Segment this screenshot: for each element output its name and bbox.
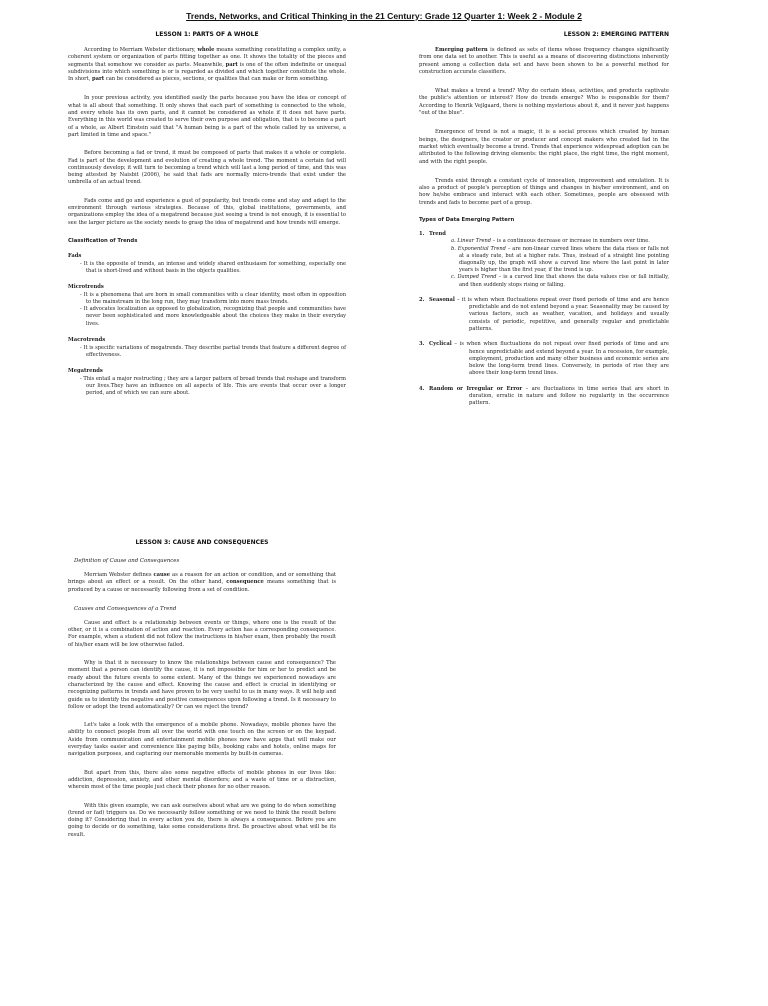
classification-heading: Classification of Trends bbox=[68, 237, 138, 244]
lesson-2-paragraph-4: Trends exist through a constant cycle of innovation, improvement and emulation. It is also a product of people's perception of things and changes in his/her environment, and on how he/she embrace and interact with each other. Sometimes, people are obsessed with trends and fads to become part of a group. bbox=[419, 177, 669, 206]
lesson-2-column bbox=[419, 31, 669, 408]
macrotrends-definition: - It is specific variations of megatrends. They describe partial trends that feature a different degree of effectiveness. bbox=[80, 344, 346, 358]
pattern-type-number: 1. bbox=[419, 231, 425, 238]
term-consequence: consequence bbox=[226, 579, 264, 586]
lesson-3-paragraph-1: Merriam Webster defines cause as a reason for an action or condition, and or something that brings about an effect or a result. On the other hand, consequence means something that is produced by a cause or necessarily following from a set of condition. bbox=[68, 572, 336, 593]
causes-consequences-heading: Causes and Consequences of a Trend bbox=[74, 605, 177, 612]
definition-heading: Definition of Cause and Consequences bbox=[74, 558, 180, 564]
microtrends-label: Microtrends bbox=[68, 284, 104, 291]
fads-definition: - It is the opposite of trends, an intense and widely shared enthusiasm for something, especially one that is short-lived and without basis in the objects qualities. bbox=[80, 260, 346, 275]
lesson-3-paragraph-5: But apart from this, there also some negative effects of mobile phones in our lives like: addiction, depression, anxiety, and other mental disorders; and a waste of time or a distraction, wherein most of the time people just check their phones for no other reason. bbox=[68, 769, 336, 791]
lesson-3-heading: LESSON 3: CAUSE AND CONSEQUENCES bbox=[135, 539, 269, 546]
pattern-type-seasonal: 2. Seasonal – it is when when fluctuations repeat over fixed periods of time and are hence predictable and do not extend beyond a year. Seasonality may be caused by various factors, such as weather, vacation, and holidays and usually consists of periodic, repetitive, and generally regular and predictable patterns. bbox=[419, 296, 669, 332]
term-emerging-pattern: Emerging pattern bbox=[435, 47, 488, 53]
lesson-3-paragraph-3: Why is that it is necessary to know the relationships between cause and consequence? The moment that a person can identify the cause, it is not impossible for him or her to predict and be ready about the future events to some extent. Many of the things we experienced nowadays are characterized by the cause and effect. Knowing the cause and effect is crucial in identifying or recognizing patterns in trends and have proven to be very useful to us in many ways. It will help and guide us to identify the negative and positive consequences upon following a trend. Is it necessary to follow or adopt the trend automatically? Or can we reject the trend? bbox=[68, 660, 336, 710]
pattern-type-cyclical: 3. Cyclical – is when when fluctuations do not repeat over fixed periods of time and are hence unpredictable and extend beyond a year. In a recession, for example, employment, production and many other business and economic series are below the long-term trend lines. Conversely, in periods of rise they are above their long-term trend lines. bbox=[419, 341, 669, 377]
lesson-2-paragraph-3: Emergence of trend is not a magic, it is a social process which created by human beings, the designers, the creator or producer and concept makers who created fad in the market which eventually become a trend. Trends that experience widespread adoption can be attributed to the following driving elements: the right place, the right time, the right moment, and with the right people. bbox=[419, 129, 669, 165]
pattern-type-number: 4. bbox=[419, 385, 425, 392]
lesson-2-paragraph-1: Emerging pattern is defined as sets of items whose frequency changes significantly from one data set to another. This is useful as a means of discovering distinctions inherently present among a collection data set and have been shown to be a powerful method for construction accurate classifiers. bbox=[419, 47, 669, 75]
subtype-damped: c. Damped Trend – is a curved line that shows the data values rise or fall initially, and then suddenly stops rising or falling. bbox=[451, 274, 669, 288]
document-title: Trends, Networks, and Critical Thinking in the 21 Century: Grade 12 Quarter 1: Week 2 - Module 2 bbox=[186, 11, 582, 21]
pattern-type-label: Random or Irregular or Error bbox=[429, 385, 523, 392]
lesson-3-paragraph-6: With this given example, we can ask ourselves about what are we going to do when something (trend or fad) triggers us. Do we necessarily follow something or we need to think the result before doing it? Considering that in every action you do, there is always a consequence. Before you are going to decide or do something, take some considerations first. Be proactive about what will be its result. bbox=[68, 802, 336, 838]
term-whole: whole bbox=[197, 47, 215, 53]
lesson-1-paragraph-2: In your previous activity, you identified easily the parts because you have the idea or concept of what is all about that something. It only shows that each part of something is connected to the whole, and every whole has its own parts, and it cannot be considered as whole if it does not have parts. Everything in this world was created to serve their own purpose and obligation, that is to become a part of a whole, as Albert Einstein said that "A human being is a part of the whole called by us universe, a part limited in time and space." bbox=[68, 95, 346, 138]
term-part: part bbox=[225, 61, 238, 68]
megatrends-label: Megatrends bbox=[68, 367, 103, 374]
term-cause: cause bbox=[153, 572, 171, 578]
microtrends-definition-2: - It advocates localization as opposed to globalization, recognizing that people and communities have never been sophisticated and more knowledgeable about the choices they make in their everyday lives. bbox=[80, 306, 346, 327]
lesson-1-heading: LESSON 1: PARTS OF A WHOLE bbox=[155, 31, 259, 38]
pattern-type-number: 2. bbox=[419, 296, 425, 303]
lesson-2-heading: LESSON 2: EMERGING PATTERN bbox=[563, 31, 669, 38]
pattern-type-random: 4. Random or Irregular or Error – are fluctuations in time series that are short in duration, erratic in nature and follow no regularity in the occurrence pattern. bbox=[419, 385, 670, 407]
lesson-1-paragraph-1: According to Merriam Webster dictionary, whole means something constituting a complex unity, a coherent system or organization of parts fitting together as one. It shows the totality of the pieces and segments that somehow we consider as parts. Meanwhile, part is one of the often indefinite or unequal subdivisions into which something is or is regarded as divided and which together constitute the whole. In short, part can be considered as pieces, sections, or qualities that can make or form something. bbox=[68, 47, 346, 83]
lesson-1-paragraph-4: Fads come and go and experience a gust of popularity, but trends come and stay and adapt to the environment through various strategies. Because of this, global institutions, governments, and organizations employ the idea of a megatrend because just seeing a trend is not enough, it is essential to see the larger picture as the society needs to grasp the idea of megatrend and how trends will emerge. bbox=[68, 197, 346, 226]
megatrends-definition: - This entail a major restructing ; they are a larger pattern of broad trends that reshape and transform our lives.They have an influence on all aspects of life. This are events that occur over a longer period, and of which we can sure about. bbox=[80, 375, 346, 396]
types-heading: Types of Data Emerging Pattern bbox=[419, 217, 515, 224]
term-part-2: part bbox=[92, 76, 105, 83]
pattern-type-label: Seasonal bbox=[429, 296, 455, 303]
microtrends-definition-1: - It is a phenomena that are born in small communities with a clear identity, most often in opposition to the mainstream in the long run, they may transform into more mass trends. bbox=[80, 292, 346, 306]
lesson-2-paragraph-2: What makes a trend a trend? Why do certain ideas, activities, and products captivate the public's attention or interest? How do trends emerge? Who is responsible for them? According to Henrik Vejlgaard, there is nothing mysterious about it, and it never just happens "out of the blue". bbox=[419, 88, 669, 117]
subtype-exponential: b. Exponential Trend – are non-linear curved lines where the data rises or falls not at a steady rate, but at a higher rate. Thus, instead of a straight line pointing diagonally up, the graph will show a curved line where the last point in later years is higher than the first year, if the trend is up. bbox=[451, 245, 669, 274]
lesson-3-paragraph-2: Cause and effect is a relationship between events or things, where one is the result of the other, or it is a combination of action and reaction. Every action has a corresponding consequence. For example, when a student did not follow the instructions in his/her exam, then probably the result of his/her exam will be low otherwise failed. bbox=[68, 619, 336, 648]
lesson-3-column bbox=[68, 539, 336, 839]
pattern-type-trend bbox=[419, 231, 669, 289]
pattern-type-label: Cyclical bbox=[429, 341, 452, 348]
pattern-type-label: Trend bbox=[429, 231, 446, 238]
pattern-type-number: 3. bbox=[419, 341, 425, 348]
lesson-1-column bbox=[68, 31, 346, 397]
lesson-1-paragraph-3: Before becoming a fad or trend, it must be composed of parts that makes it a whole or complete. Fad is part of the development and evolution of creating a whole trend. The moment a certain fad will continuously develop; it will turn to becoming a trend which will last a long period of time, and this was being attested by Naisbit (2006), he said that fads are normally micro-trends that exist under the umbrella of an actual trend. bbox=[68, 150, 346, 186]
lesson-3-paragraph-4: Let's take a look with the emergence of a mobile phone. Nowadays, mobile phones have the ability to connect people from all over the world with one touch on the screen or on the keypad. Aside from communication and entertainment mobile phones now have apps that will make our everyday tasks easier and convenience like paying bills, booking cabs and hotels, online maps for navigation purposes, and capturing our memorable moments by built-in cameras. bbox=[68, 722, 336, 758]
macrotrends-label: Macrotrends bbox=[68, 336, 106, 343]
fads-label: Fads bbox=[68, 252, 82, 259]
subtype-linear: a. Linear Trend – is a continuous decrease or increase in numbers over time. bbox=[451, 238, 650, 245]
